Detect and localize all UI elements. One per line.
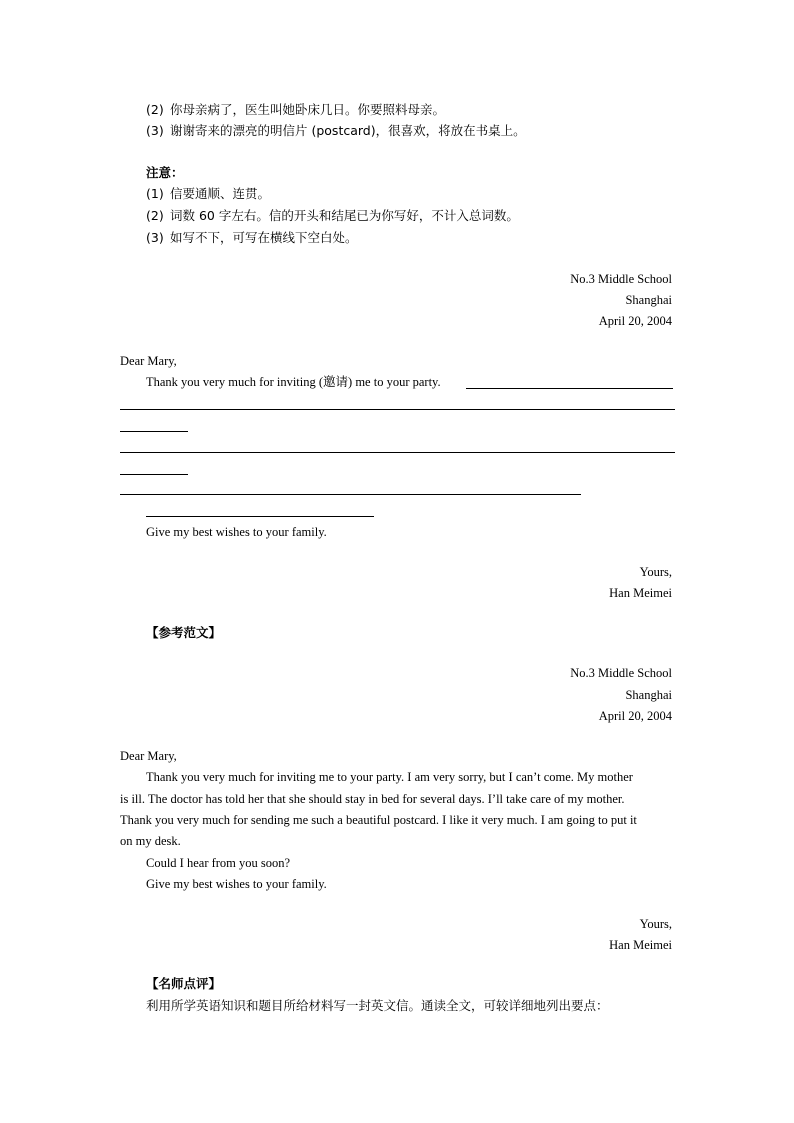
reference-line: Give my best wishes to your family. [146,877,327,891]
task-point-text: 你母亲病了，医生叫她卧床几日。你要照料母亲。 [170,102,446,117]
address-line: Shanghai [625,293,672,307]
comment-text: 利用所学英语知识和题目所给材料写一封英文信。通读全文，可较详细地列出要点： [146,998,609,1013]
note-text: 如写不下，可写在横线下空白处。 [170,230,358,245]
reference-body-line: Thank you very much for inviting me to your party. I am very sorry, but I can’t come. My mother [146,770,633,784]
reference-body-line: is ill. The doctor has told her that she should stay in bed for several days. I’ll take care of my mother. [120,792,625,806]
address-line: Shanghai [625,688,672,702]
note-text: 词数 60 字左右。信的开头和结尾已为你写好，不计入总词数。 [170,208,519,223]
reference-body-line: Thank you very much for sending me such a beautiful postcard. I like it very much. I am going to put it [120,813,637,827]
comment-heading: 【名师点评】 [146,976,222,991]
reference-heading: 【参考范文】 [146,625,222,640]
signature: Han Meimei [609,938,672,952]
date-line: April 20, 2004 [598,709,672,723]
note-text: 信要通顺、连贯。 [170,186,271,201]
letter-opening: Thank you very much for inviting (邀请) me to your party. [146,375,441,389]
task-point-number: (2) [146,102,164,117]
notes-heading: 注意： [146,165,184,180]
salutation: Dear Mary, [120,749,177,763]
note-number: (2) [146,208,164,223]
answer-line [120,474,188,475]
note-number: (3) [146,230,164,245]
reference-line: Could I hear from you soon? [146,856,291,870]
answer-line [120,452,675,453]
answer-line [120,409,675,410]
date-line: April 20, 2004 [598,314,672,328]
signature: Han Meimei [609,586,672,600]
reference-body-line: on my desk. [120,834,181,848]
note-number: (1) [146,186,164,201]
answer-line [120,494,581,495]
answer-line [120,431,188,432]
task-point-number: (3) [146,123,164,138]
signoff: Yours, [639,565,672,579]
answer-line [146,516,374,517]
signoff: Yours, [639,917,672,931]
address-line: No.3 Middle School [570,272,672,286]
letter-closing: Give my best wishes to your family. [146,525,327,539]
answer-line [466,388,673,389]
salutation: Dear Mary, [120,354,177,368]
address-line: No.3 Middle School [570,666,672,680]
task-point-text: 谢谢寄来的漂亮的明信片 (postcard)，很喜欢，将放在书桌上。 [170,123,526,138]
